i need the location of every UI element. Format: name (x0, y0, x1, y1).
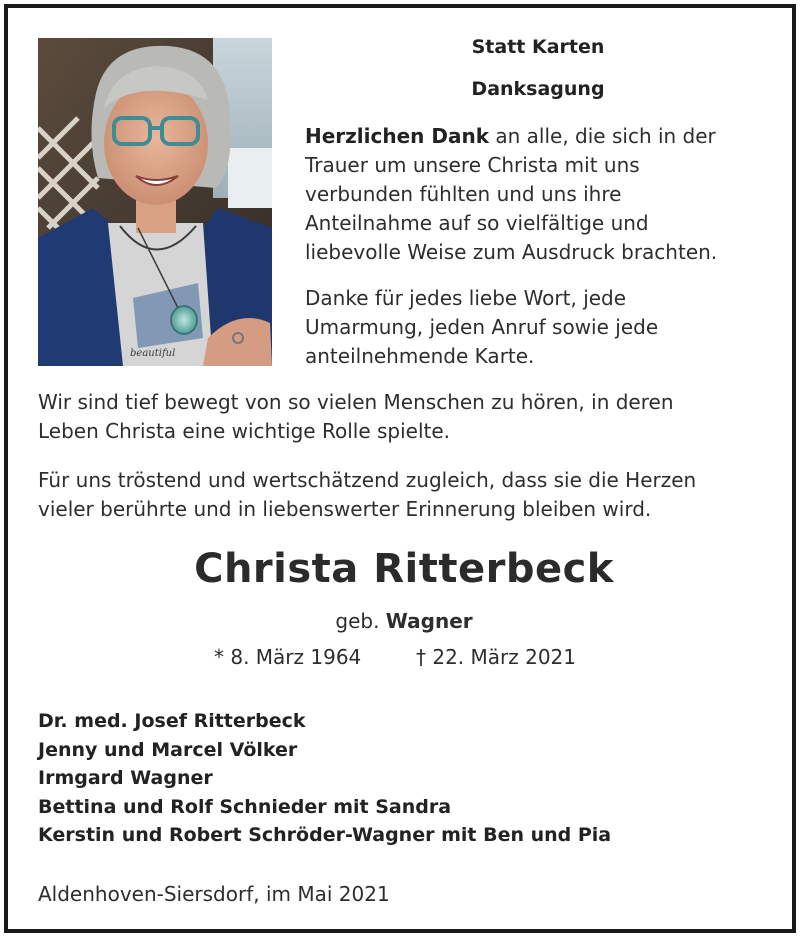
born-prefix: geb. (335, 609, 380, 633)
comfort-line-1: Für uns tröstend und wertschätzend zugleich, dass sie die Herzen (38, 468, 697, 492)
birth-date: * 8. März 1964 (214, 645, 362, 669)
thanks-paragraph (305, 284, 658, 371)
obituary-notice (4, 4, 796, 933)
family-member: Kerstin und Robert Schröder-Wagner mit Ben und Pia (38, 824, 612, 846)
danksagung-heading: Danksagung (471, 78, 605, 100)
thanks-line-3: anteilnehmende Karte. (305, 344, 535, 368)
moved-paragraph (38, 388, 674, 446)
maiden-name-line (8, 609, 800, 633)
portrait-illustration (38, 38, 272, 366)
place-and-date: Aldenhoven-Siersdorf, im Mai 2021 (38, 882, 390, 906)
intro-line-2: Trauer um unsere Christa mit uns (305, 153, 640, 177)
shirt-print-text: beautiful (130, 348, 176, 359)
family-member: Dr. med. Josef Ritterbeck (38, 710, 306, 732)
deceased-name: Christa Ritterbeck (194, 546, 614, 592)
intro-line-3: verbunden fühlten und uns ihre (305, 182, 622, 206)
death-date: † 22. März 2021 (416, 645, 577, 669)
intro-bold-text: Herzlichen Dank (305, 124, 490, 148)
comfort-paragraph (38, 466, 696, 524)
moved-line-2: Leben Christa eine wichtige Rolle spielte. (38, 419, 451, 443)
family-member: Jenny und Marcel Völker (38, 738, 298, 761)
intro-line-5: liebevolle Weise zum Ausdruck brachten. (305, 240, 718, 264)
intro-line-1 (305, 122, 717, 151)
moved-line-1: Wir sind tief bewegt von so vielen Menschen zu hören, in deren (38, 390, 674, 414)
intro-line-4: Anteilnahme auf so vielfältige und (305, 211, 649, 235)
thanks-line-2: Umarmung, jeden Anruf sowie jede (305, 315, 659, 339)
maiden-name: Wagner (385, 609, 473, 633)
family-member: Irmgard Wagner (38, 767, 213, 789)
intro-paragraph (305, 122, 717, 267)
comfort-line-2: vieler berührte und in liebenswerter Erinnerung bleiben wird. (38, 497, 652, 521)
family-list (38, 707, 611, 850)
portrait-photo (38, 38, 272, 366)
statt-karten-heading: Statt Karten (471, 36, 605, 58)
intro-line-1-text: an alle, die sich in der (489, 124, 716, 148)
family-member: Bettina und Rolf Schnieder mit Sandra (38, 795, 452, 818)
thanks-line-1: Danke für jedes liebe Wort, jede (305, 286, 627, 310)
